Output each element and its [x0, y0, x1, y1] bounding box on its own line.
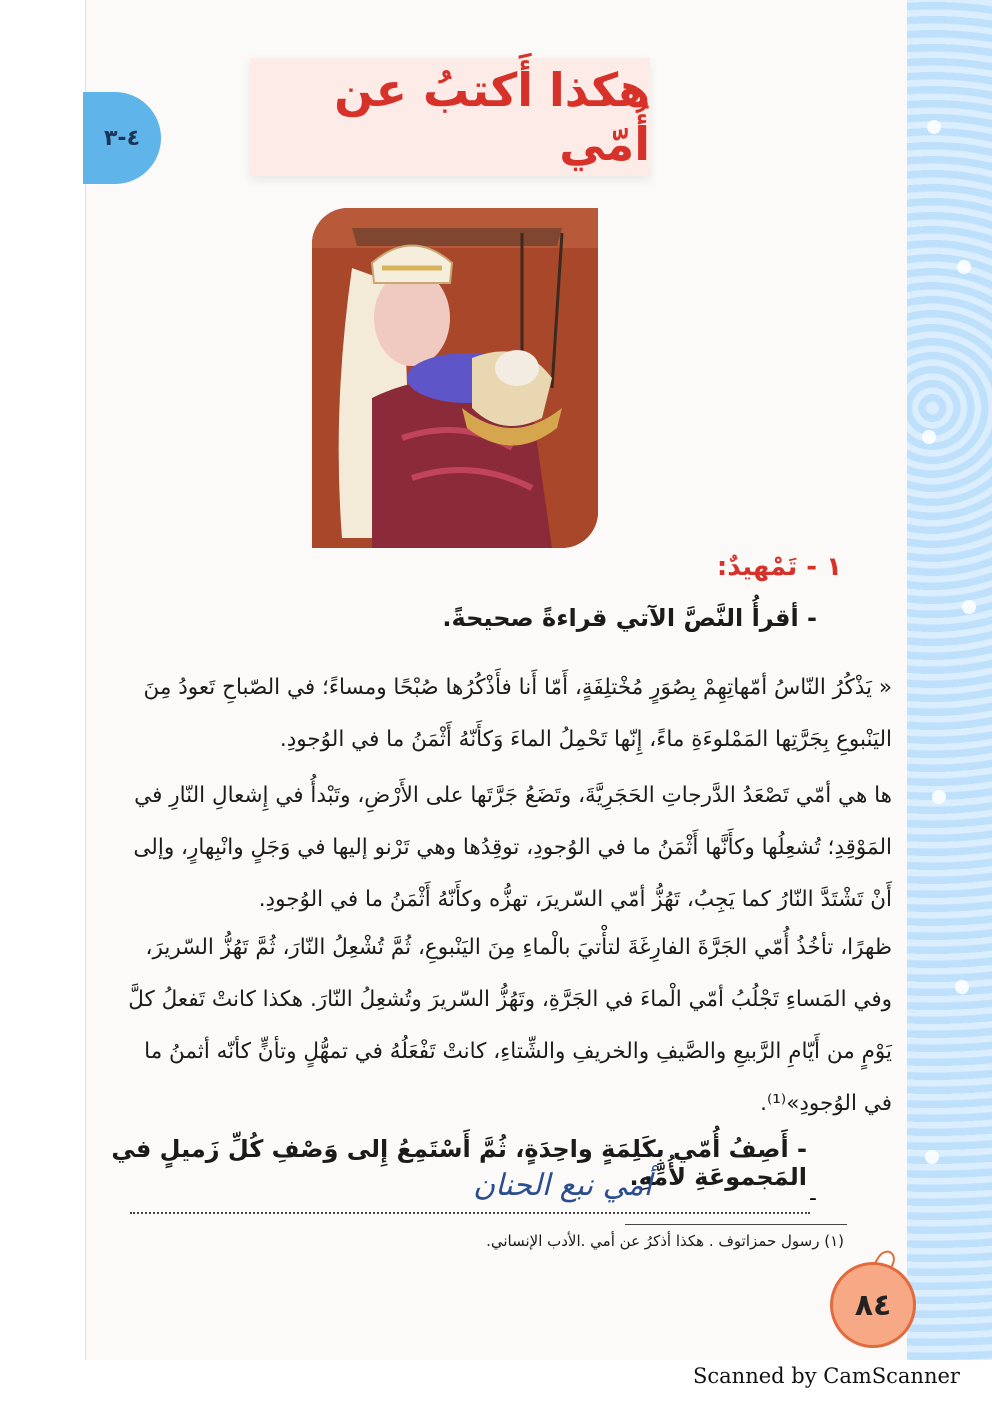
passage-paragraph-3: ظهرًا، تأخُذُ أُمّي الجَرَّةَ الفارِغَةَ لتأْتيَ بالْماءِ مِنَ اليَنْبوعِ، ثُمَّ تُشْعِلُ النّارَ، ثُمَّ تَهُزُّ السّريرَ، وفي المَساءِ تَجْلُبُ أمّي الْماءَ في الجَرَّةِ، وتَهُزُّ السّريرَ وتُشعِلُ النّارَ. هكذا كانتْ تَفعلُ كلَّ يَوْمٍ من أَيّامِ الرَّبيعِ والصَّيفِ والخريفِ والشِّتاءِ، كانتْ تَفْعَلُهُ في تمهُّلٍ وتأنٍّ كأنّه أثمنُ ما في الوُجودِ»⁽¹⁾. — [128, 935, 892, 1116]
task-instruction: - أَصِفُ أُمّي بِكَلِمَةٍ واحِدَةٍ، ثُمَّ أَسْتَمِعُ إِلى وَصْفِ كُلِّ زَميلٍ في المَجموعَةِ لأُمِّهِ. — [111, 1135, 807, 1191]
passage-paragraph-1: « يَذْكُرُ النّاسُ أمّهاتِهِمْ بِصُوَرٍ مُخْتلِفَةٍ، أَمّا أَنا فأَذْكُرُها صُبْحًا ومساءً؛ في الصّباحِ تَعودُ مِنَ اليَنْبوعِ بِجَرَّتِها المَمْلوءَةِ ماءً، إِنّها تَحْمِلُ الماءَ وَكأَنّهُ أَثْمَنُ ما في الوُجودِ. — [143, 675, 892, 752]
handwritten-answer[interactable]: أمي نبع الحنان — [473, 1168, 652, 1203]
mother-painting-image — [312, 208, 598, 548]
reading-instruction: - أقرأُ النَّصَّ الآتي قراءةً صحيحةً. — [442, 604, 817, 632]
scanner-watermark: Scanned by CamScanner — [693, 1364, 960, 1388]
footnote: (١) رسول حمزاتوف . هكذا أذكرُ عن أمي .الأدب الإنساني. — [486, 1232, 844, 1250]
answer-line — [130, 1212, 810, 1214]
page-number-badge: ٨٤ — [830, 1262, 916, 1348]
answer-dash: - — [809, 1186, 817, 1211]
section-heading: ١ - تَمْهيدٌ: — [716, 552, 842, 582]
mother-illustration — [312, 208, 598, 548]
passage-paragraph-2: ها هي أمّي تَصْعَدُ الدَّرجاتِ الحَجَرِيَّةَ، وتَضَعُ جَرَّتَها على الأَرْضِ، وتَبْدأُ في إِشعالِ النّارِ في المَوْقِدِ؛ تُشعِلُها وكأَنَّها أَثْمَنُ ما في الوُجودِ، توقِدُها وهي تَرْنو إليها في وَجَلٍ وانْبِهارٍ، وإلى أَنْ تَشْتَدَّ النّارُ كما يَجِبُ، تَهُزُّ أمّي السّريرَ، تهزُّه وكأَنّهُ أَثْمَنُ ما في الوُجودِ. — [133, 783, 892, 912]
page-title: هكذا أَكتبُ عن أُمّي — [334, 63, 650, 171]
title-banner — [250, 58, 650, 176]
footnote-divider — [625, 1224, 847, 1225]
decorative-side-strip — [907, 0, 992, 1360]
lesson-number-tab: ٤-٣ — [83, 92, 161, 184]
